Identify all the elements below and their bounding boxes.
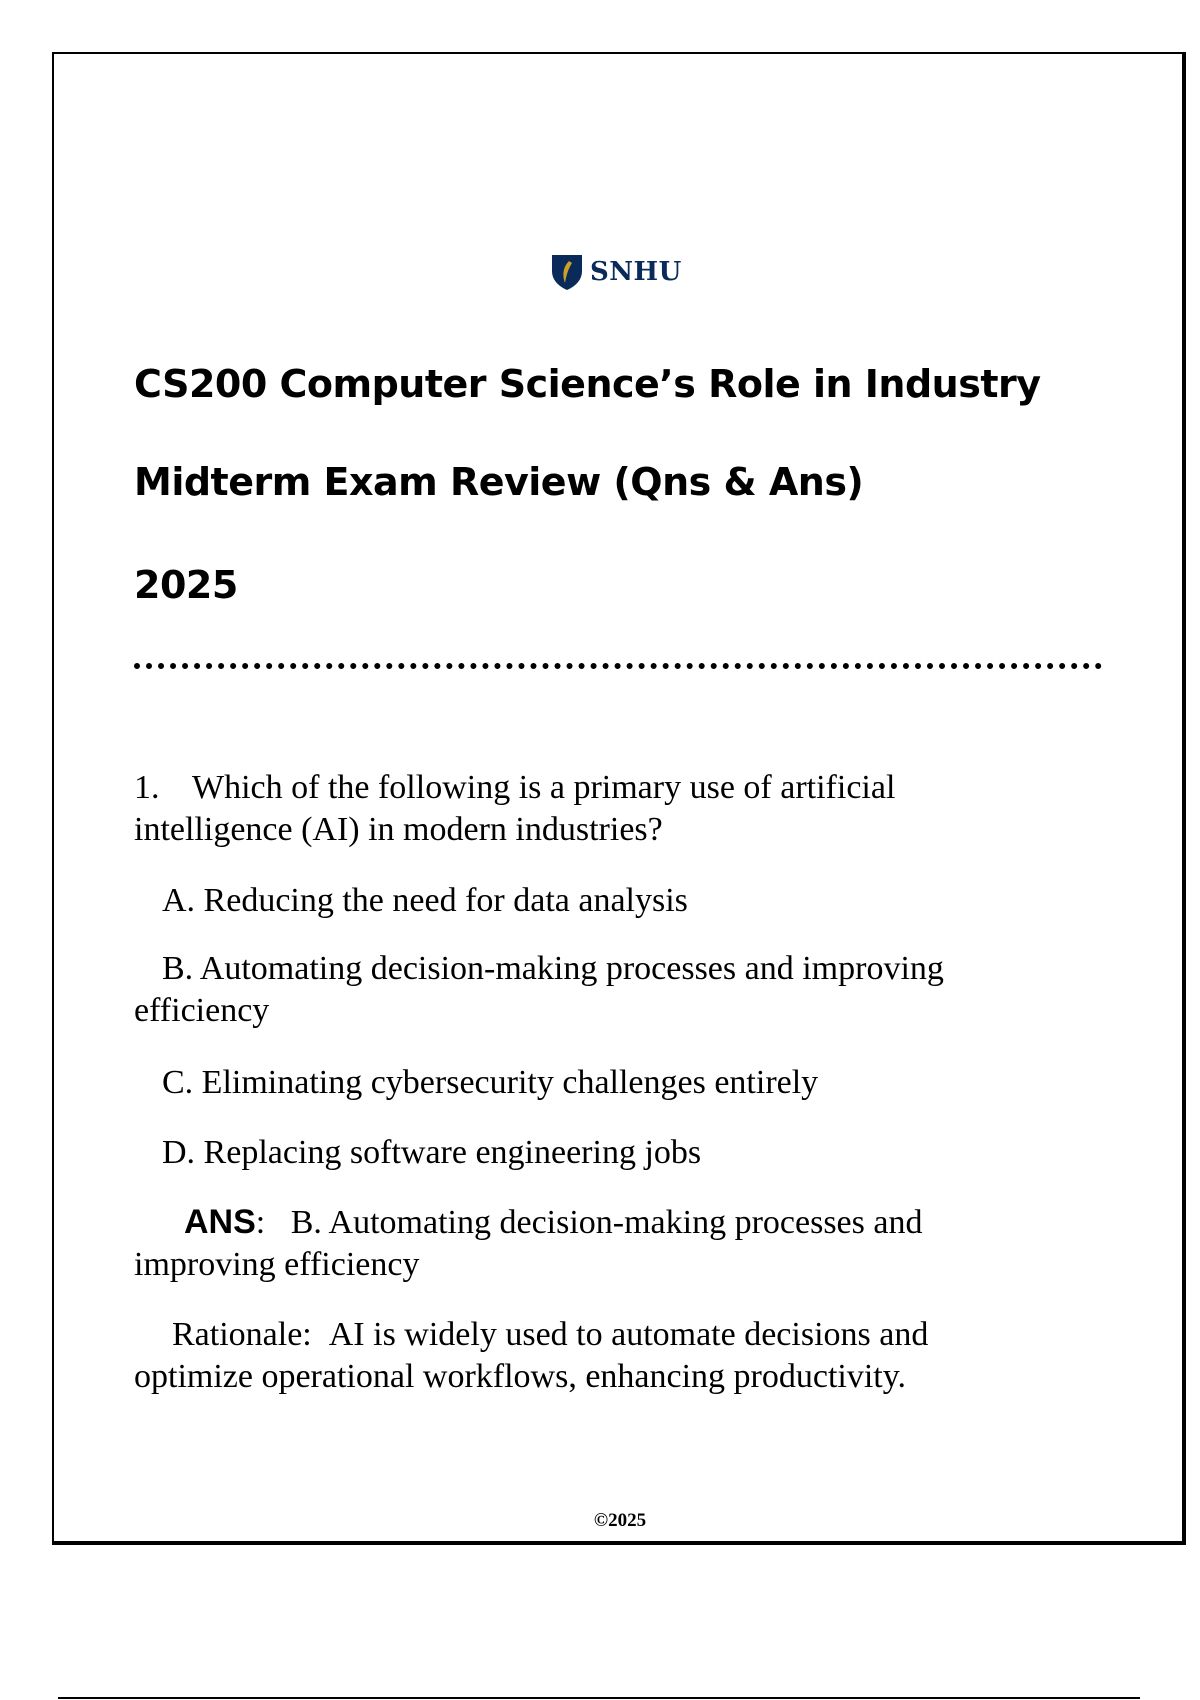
- answer-text: B. Automating decision-making processes and improving efficiency: [134, 1204, 923, 1283]
- answer-label: ANS: [184, 1203, 256, 1241]
- page-subtitle: Midterm Exam Review (Qns & Ans): [134, 460, 864, 504]
- bottom-rule: [58, 1697, 1140, 1699]
- rationale: [134, 1314, 1034, 1398]
- option-a: A. Reducing the need for data analysis: [162, 882, 688, 919]
- option-b: B. Automating decision-making processes and improving efficiency: [134, 950, 944, 1029]
- shield-icon: [550, 253, 584, 291]
- option-d: D. Replacing software engineering jobs: [162, 1134, 702, 1171]
- rationale-text: AI is widely used to automate decisions and optimize operational workflows, enhancing productivity.: [134, 1316, 929, 1395]
- question-number: 1.: [134, 769, 160, 806]
- question-text: Which of the following is a primary use of artificial intelligence (AI) in modern industries?: [134, 769, 896, 848]
- rationale-label: Rationale:: [172, 1316, 312, 1353]
- question-1: [134, 767, 1034, 851]
- option-c: C. Eliminating cybersecurity challenges entirely: [162, 1064, 819, 1101]
- page-title: CS200 Computer Science’s Role in Industry: [134, 362, 1041, 406]
- footer-copyright: ©2025: [593, 1510, 647, 1531]
- dotted-divider: [134, 663, 1102, 669]
- logo-text: SNHU: [590, 257, 682, 287]
- answer: ANS: B. Automating decision-making processes and improving efficiency: [134, 1203, 923, 1283]
- page-year: 2025: [134, 563, 238, 607]
- snhu-logo: [550, 252, 682, 292]
